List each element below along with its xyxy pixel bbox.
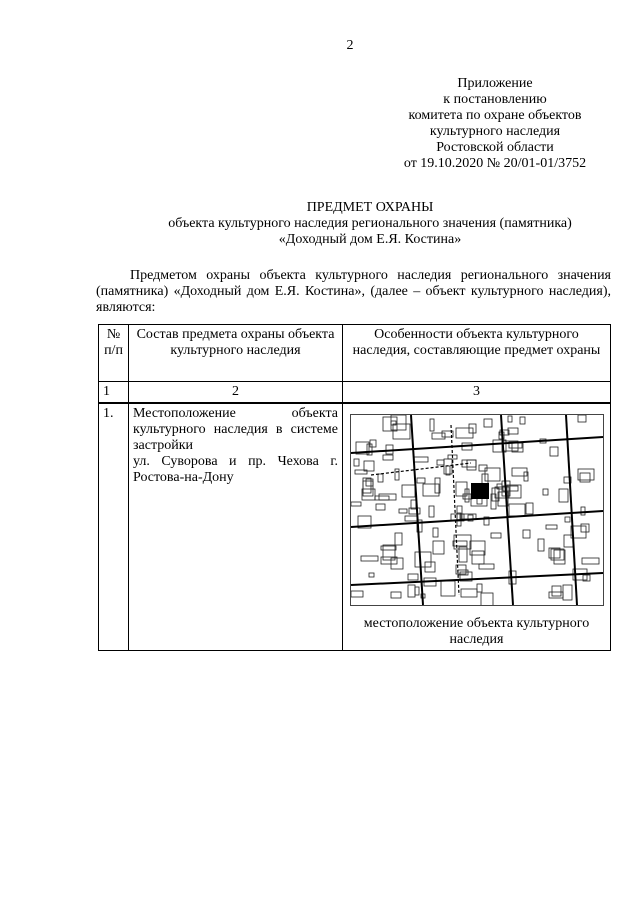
title-subtitle: объекта культурного наследия регионального значения (памятника) [168,216,572,231]
document-title [120,200,620,248]
row-composition [129,403,343,651]
row-features [343,403,611,651]
header-composition: Состав предмета охраны объекта культурного наследия [129,325,343,382]
intro-text: Предметом охраны объекта культурного наследия регионального значения (памятника) «Доходный дом Е.Я. Костина», (далее – объект культурного наследия), являются: [96,268,611,315]
intro-paragraph [96,268,611,316]
approval-line: Ростовской области [436,140,554,155]
table-row [99,403,611,651]
table-header-row [99,325,611,382]
approval-block [380,76,610,172]
column-number: 1 [99,382,129,404]
approval-line: от 19.10.2020 № 20/01-01/3752 [403,156,587,171]
column-number: 2 [129,382,343,404]
column-number: 3 [343,382,611,404]
header-number: № п/п [99,325,129,382]
approval-line: комитета по охране объектов [408,108,582,123]
protection-table [98,324,611,651]
page-number: 2 [346,38,354,53]
approval-line: Приложение [457,76,533,91]
location-map [350,414,604,606]
column-number-row [99,382,611,404]
approval-line: к постановлению [443,92,547,107]
title-object-name: «Доходный дом Е.Я. Костина» [278,232,462,247]
header-features: Особенности объекта культурного наследия, составляющие предмет охраны [343,325,611,382]
map-caption: местоположение объекта культурного наследия [363,616,590,647]
row-number: 1. [99,403,129,651]
title-main: ПРЕДМЕТ ОХРАНЫ [306,200,434,215]
approval-line: культурного наследия [429,124,561,139]
composition-text: Местоположение объекта культурного наследия в системе застройки [133,406,338,453]
address-text: ул. Суворова и пр. Чехова г. Ростова-на-Дону [133,454,338,485]
city-map-image [351,415,603,605]
